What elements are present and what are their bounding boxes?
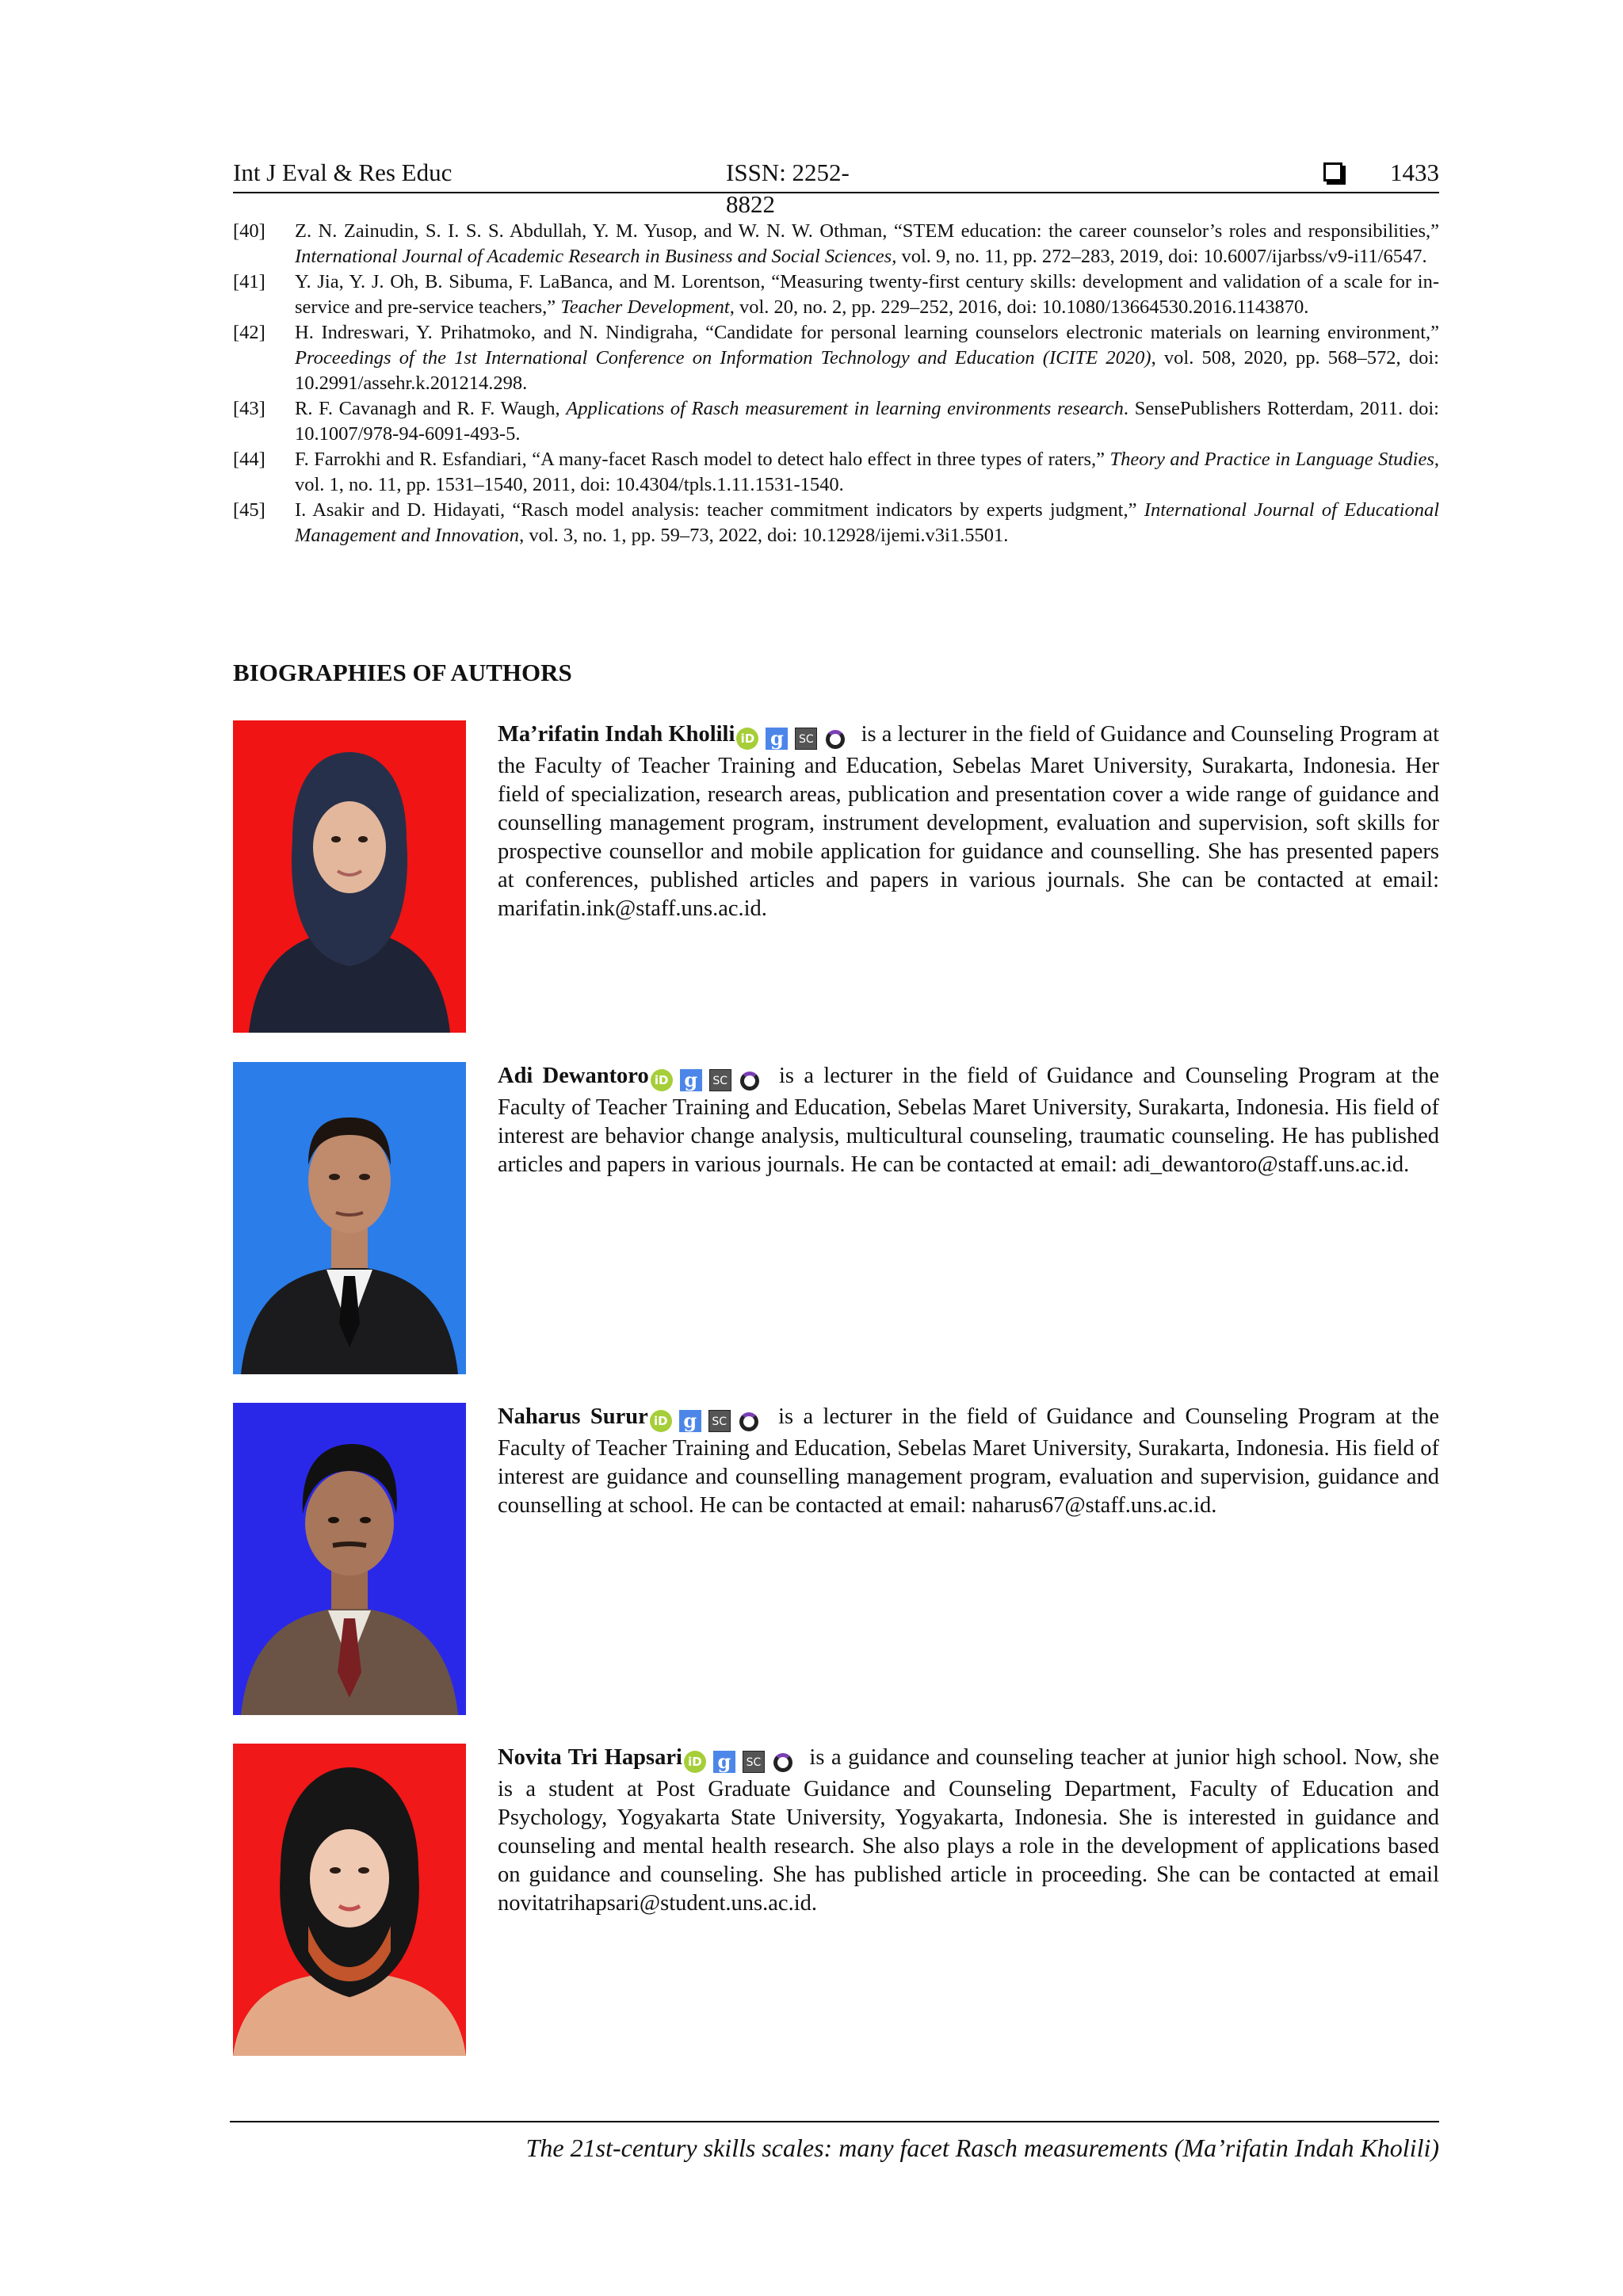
- author-description: is a lecturer in the field of Guidance and Counseling Program at the Faculty of Teacher Training and Education, Sebelas Maret University, Surakarta, Indonesia. His field of interest are behavior change analysis, multicultural counseling, traumatic counseling. He has published articles and papers in various journals. He can be contacted at email: adi_dewantoro@staff.uns.ac.id.: [498, 1064, 1439, 1177]
- profile-links: [684, 1747, 800, 1775]
- orcid-icon[interactable]: iD: [736, 728, 758, 750]
- author-bio: [233, 1403, 1439, 1715]
- reference-number: [41]: [233, 271, 265, 292]
- google-scholar-icon[interactable]: g: [680, 1069, 702, 1091]
- author-bio-text: [498, 1744, 1439, 1918]
- profile-links: [650, 1406, 766, 1435]
- author-name: Naharus Surur: [498, 1404, 648, 1429]
- reference-item: [233, 320, 1439, 396]
- reference-number: [43]: [233, 398, 265, 419]
- footer-title: The 21st-century skills scales: many facet Rasch measurements (Ma’rifatin Indah Kholili): [525, 2134, 1439, 2162]
- author-photo: [233, 720, 466, 1033]
- profile-links: [736, 724, 852, 752]
- author-name: Ma’rifatin Indah Kholili: [498, 722, 735, 747]
- reference-item: [233, 447, 1439, 498]
- author-bio: [233, 1062, 1439, 1374]
- reference-text: F. Farrokhi and R. Esfandiari, “A many-facet Rasch model to detect halo effect in three types of raters,” Theory and Practice in Language Studies, vol. 1, no. 11, pp. 1531–1540, 2011, doi: 10.4304/tpls.1.11.1531-1540.: [295, 449, 1439, 495]
- author-name: Adi Dewantoro: [498, 1064, 649, 1088]
- author-bio: [233, 720, 1439, 1033]
- reference-text: H. Indreswari, Y. Prihatmoko, and N. Nindigraha, “Candidate for personal learning counselors electronic materials on learning environment,” Proceedings of the 1st International Conference on Information Technology and Education (ICITE 2020), vol. 508, 2020, pp. 568–572, doi: 10.2991/assehr.k.201214.298.: [295, 322, 1439, 394]
- author-bio: [233, 1744, 1439, 2056]
- reference-item: [233, 269, 1439, 320]
- reference-text: Z. N. Zainudin, S. I. S. S. Abdullah, Y. M. Yusop, and W. N. W. Othman, “STEM education: the career counselor’s roles and responsibilities,” International Journal of Academic Research in Business and Social Sciences, vol. 9, no. 11, pp. 272–283, 2019, doi: 10.6007/ijarbss/v9-i11/6547.: [295, 220, 1439, 267]
- reference-item: [233, 219, 1439, 269]
- orcid-icon[interactable]: iD: [684, 1751, 706, 1773]
- running-footer: [230, 2121, 1439, 2162]
- scopus-icon[interactable]: SC: [795, 728, 817, 750]
- orcid-icon[interactable]: iD: [650, 1410, 672, 1432]
- author-bio-text: [498, 720, 1439, 923]
- google-scholar-icon[interactable]: g: [713, 1751, 735, 1773]
- author-description: is a lecturer in the field of Guidance and Counseling Program at the Faculty of Teacher Training and Education, Sebelas Maret University, Surakarta, Indonesia. Her field of specialization, research areas, publication and presentation cover a wide range of guidance and counselling management program, instrument development, evaluation and supervision, soft skills for prospective counsellor and mobile application for guidance and counselling. She has presented papers at conferences, published articles and papers in various journals. She can be contacted at email: marifatin.ink@staff.uns.ac.id.: [498, 722, 1439, 921]
- author-description: is a lecturer in the field of Guidance and Counseling Program at the Faculty of Teacher Training and Education, Sebelas Maret University, Surakarta, Indonesia. His field of interest are guidance and counselling management program, evaluation and supervision, guidance and counselling at school. He can be contacted at email: naharus67@staff.uns.ac.id.: [498, 1404, 1439, 1518]
- reference-text: I. Asakir and D. Hidayati, “Rasch model analysis: teacher commitment indicators by experts judgment,” International Journal of Educational Management and Innovation, vol. 3, no. 1, pp. 59–73, 2022, doi: 10.12928/ijemi.v3i1.5501.: [295, 499, 1439, 546]
- reference-item: [233, 498, 1439, 548]
- reference-text: Y. Jia, Y. J. Oh, B. Sibuma, F. LaBanca, and M. Lorentson, “Measuring twenty-first century skills: development and validation of a scale for in-service and pre-service teachers,” Teacher Development, vol. 20, no. 2, pp. 229–252, 2016, doi: 10.1080/13664530.2016.1143870.: [295, 271, 1439, 318]
- publons-icon[interactable]: [738, 1411, 758, 1431]
- reference-item: [233, 396, 1439, 447]
- publons-icon[interactable]: [824, 728, 845, 749]
- google-scholar-icon[interactable]: g: [679, 1410, 701, 1432]
- reference-list: [233, 219, 1439, 548]
- square-bullet-icon: [1323, 162, 1342, 181]
- author-photo: [233, 1403, 466, 1715]
- author-photo: [233, 1744, 466, 2056]
- reference-number: [44]: [233, 449, 265, 470]
- section-heading: BIOGRAPHIES OF AUTHORS: [233, 659, 572, 686]
- scopus-icon[interactable]: SC: [708, 1410, 731, 1432]
- author-photo: [233, 1062, 466, 1374]
- scopus-icon[interactable]: SC: [709, 1069, 731, 1091]
- reference-number: [45]: [233, 499, 265, 521]
- running-header: [233, 155, 1439, 218]
- reference-number: [42]: [233, 322, 265, 343]
- journal-name: Int J Eval & Res Educ: [233, 159, 453, 186]
- author-name: Novita Tri Hapsari: [498, 1745, 682, 1770]
- profile-links: [651, 1065, 766, 1094]
- orcid-icon[interactable]: iD: [651, 1069, 673, 1091]
- author-description: is a guidance and counseling teacher at junior high school. Now, she is a student at Post Graduate Guidance and Counseling Department, Faculty of Education and Psychology, Yogyakarta State University, Yogyakarta, Indonesia. She is interested in guidance and counseling and mental health research. She also plays a role in the development of applications based on guidance and counseling. She has published article in proceeding. She can be contacted at email novitatrihapsari@student.uns.ac.id.: [498, 1745, 1440, 1916]
- author-bio-text: [498, 1403, 1439, 1520]
- scopus-icon[interactable]: SC: [743, 1751, 765, 1773]
- publons-icon[interactable]: [772, 1752, 792, 1772]
- reference-number: [40]: [233, 220, 265, 242]
- author-bio-text: [498, 1062, 1439, 1179]
- issn: ISSN: 2252-8822: [726, 159, 850, 218]
- publons-icon[interactable]: [739, 1070, 759, 1091]
- google-scholar-icon[interactable]: g: [766, 728, 788, 750]
- reference-text: R. F. Cavanagh and R. F. Waugh, Applications of Rasch measurement in learning environments research. SensePublishers Rotterdam, 2011. doi: 10.1007/978-94-6091-493-5.: [295, 398, 1439, 445]
- page-number: 1433: [1390, 159, 1439, 186]
